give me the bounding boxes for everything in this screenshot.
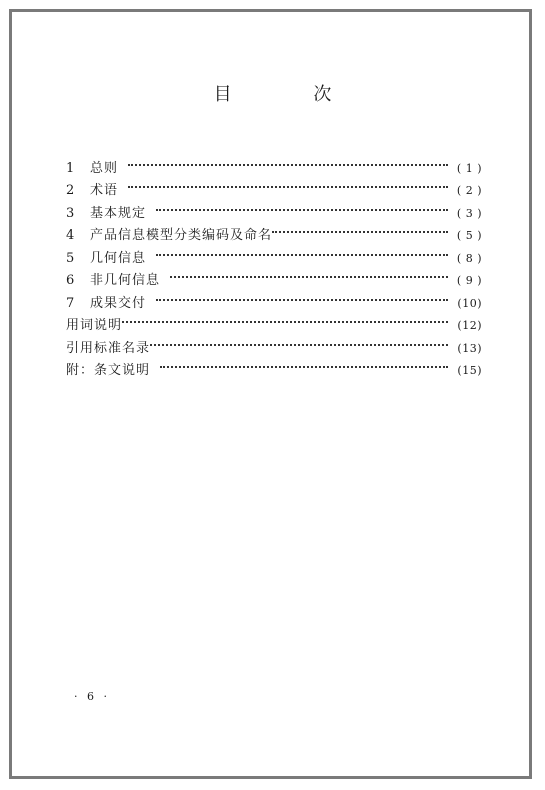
toc-entry[interactable] — [66, 149, 482, 176]
toc-entry[interactable] — [66, 329, 482, 356]
toc-entry-label: 成果交付 — [90, 295, 147, 311]
page-border — [9, 9, 532, 779]
toc-entry-number: 6 — [66, 273, 75, 288]
toc-dot-leader — [128, 149, 452, 172]
toc-entry-page: (15) — [457, 364, 482, 377]
toc-entry-number: 4 — [66, 228, 75, 243]
toc-dot-leader — [122, 307, 452, 330]
toc-entry-number: 3 — [66, 205, 75, 221]
page-number: · 6 · — [74, 690, 110, 703]
toc-entry-number: 7 — [66, 295, 75, 311]
toc-entry-label: 几何信息 — [90, 250, 147, 266]
toc-dot-leader — [150, 329, 452, 352]
toc-dot-leader — [156, 194, 452, 217]
toc-entry[interactable] — [66, 194, 482, 221]
toc-dot-leader — [272, 217, 452, 240]
toc-entry-number: 1 — [66, 160, 75, 176]
toc-entry-page: ( 3 ) — [456, 206, 482, 220]
toc-entry-page: (10) — [457, 296, 482, 310]
toc-entry-page: ( 2 ) — [456, 184, 482, 197]
toc-dot-leader — [156, 284, 452, 307]
toc-entry-page: ( 9 ) — [456, 274, 482, 287]
toc-entry-label: 基本规定 — [90, 205, 147, 221]
toc-entry-label: 附：条文说明 — [66, 363, 151, 378]
toc-dot-leader — [128, 172, 452, 195]
toc-entry-page: (13) — [457, 341, 482, 355]
toc-entry-number: 5 — [66, 250, 75, 266]
toc-dot-leader — [160, 352, 452, 375]
toc-entry[interactable] — [66, 307, 482, 333]
toc-entry-page: ( 8 ) — [456, 251, 482, 265]
toc-dot-leader — [170, 262, 452, 285]
page-title: 目 次 — [213, 84, 370, 105]
toc-entry-page: ( 5 ) — [456, 229, 482, 242]
toc-entry-label: 引用标准名录 — [66, 340, 151, 356]
toc-dot-leader — [156, 239, 452, 262]
toc-entry-label: 用词说明 — [66, 318, 123, 333]
toc-entry-label: 产品信息模型分类编码及命名 — [90, 228, 273, 243]
toc-entry[interactable] — [66, 172, 482, 198]
toc-entry-page: (12) — [457, 319, 482, 332]
toc-entry-page: ( 1 ) — [456, 161, 482, 175]
table-of-contents — [66, 149, 482, 378]
toc-entry-number: 2 — [66, 183, 75, 198]
toc-entry-label: 总则 — [90, 160, 119, 176]
toc-entry-label: 非几何信息 — [90, 273, 161, 288]
toc-entry-label: 术语 — [90, 183, 119, 198]
